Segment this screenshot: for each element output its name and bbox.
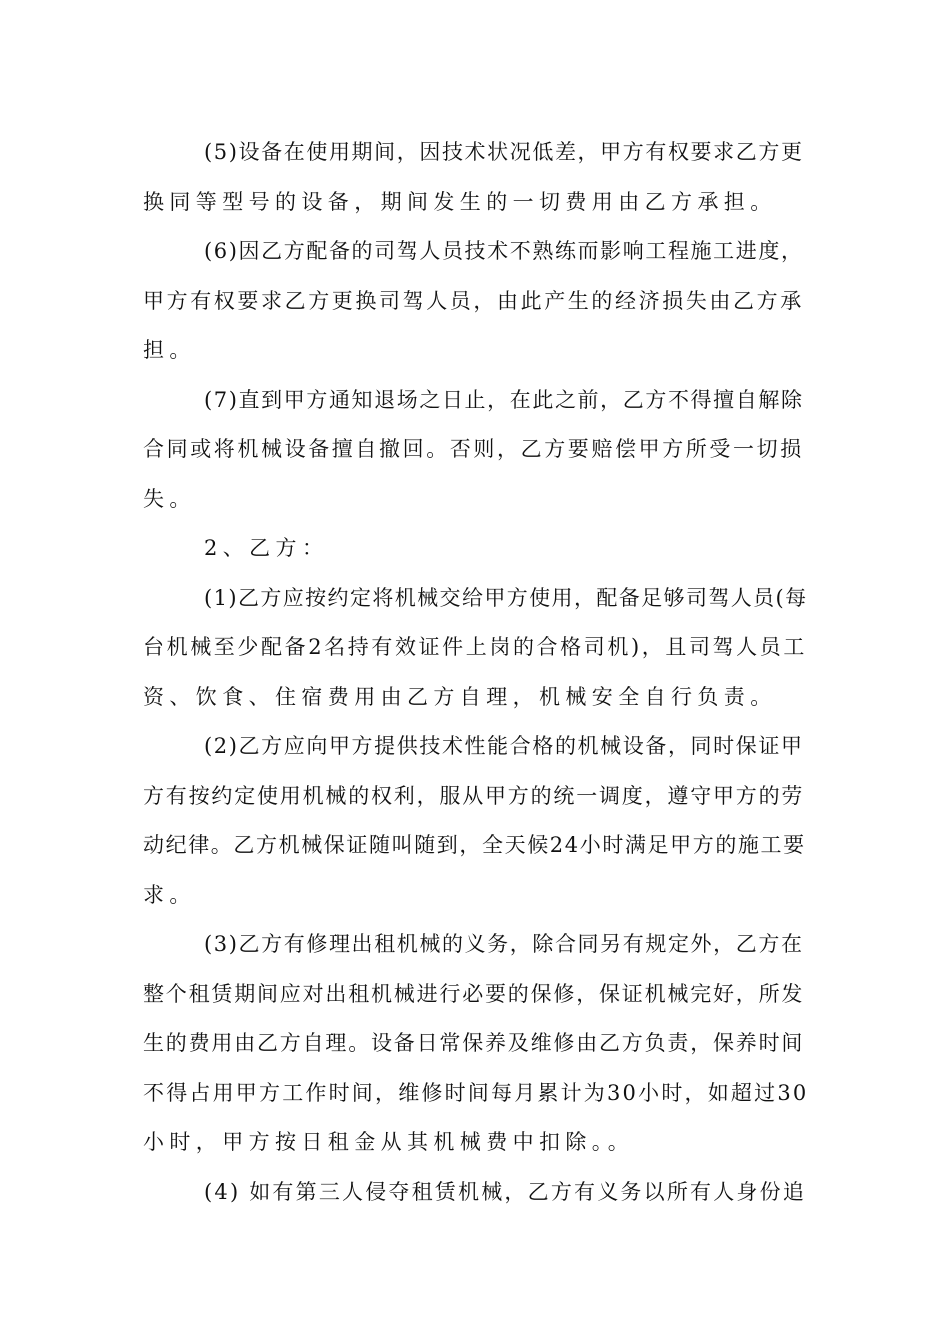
paragraph-7-line-1: (7)直到甲方通知退场之日止，在此之前，乙方不得擅自解除 (204, 387, 804, 412)
paragraph-b2-line-2: 方有按约定使用机械的权利，服从甲方的统一调度，遵守甲方的劳 (143, 783, 805, 808)
paragraph-b4-line-1: (4) 如有第三人侵夺租赁机械，乙方有义务以所有人身份追 (204, 1179, 807, 1204)
paragraph-5-line-2: 换同等型号的设备，期间发生的一切费用由乙方承担。 (143, 189, 777, 214)
paragraph-b3-line-1: (3)乙方有修理出租机械的义务，除合同另有规定外，乙方在 (204, 932, 804, 956)
paragraph-b2-line-3: 动纪律。乙方机械保证随叫随到，全天候24小时满足甲方的施工要 (143, 833, 806, 857)
paragraph-b2-line-1: (2)乙方应向甲方提供技术性能合格的机械设备，同时保证甲 (204, 734, 804, 758)
paragraph-6-line-3: 担。 (143, 338, 196, 362)
paragraph-6-line-1: (6)因乙方配备的司驾人员技术不熟练而影响工程施工进度， (204, 239, 804, 263)
paragraph-b1-line-3: 资、饮食、住宿费用由乙方自理，机械安全自行负责。 (143, 684, 777, 709)
paragraph-b3-line-3: 生的费用由乙方自理。设备日常保养及维修由乙方负责，保养时间 (143, 1031, 805, 1055)
paragraph-b1-line-1: (1)乙方应按约定将机械交给甲方使用，配备足够司驾人员(每 (204, 585, 808, 610)
paragraph-5-line-1: (5)设备在使用期间，因技术状况低差，甲方有权要求乙方更 (204, 140, 804, 164)
paragraph-b2-line-4: 求。 (143, 882, 196, 907)
document-body (143, 128, 808, 1217)
paragraph-b3-line-2: 整个租赁期间应对出租机械进行必要的保修，保证机械完好，所发 (143, 981, 805, 1006)
section-heading-party-b: 2、乙方： (204, 536, 329, 560)
paragraph-6-line-2: 甲方有权要求乙方更换司驾人员，由此产生的经济损失由乙方承 (143, 288, 804, 313)
paragraph-b3-line-4: 不得占用甲方工作时间，维修时间每月累计为30小时，如超过30 (143, 1080, 809, 1105)
paragraph-b1-line-2: 台机械至少配备2名持有效证件上岗的合格司机)，且司驾人员工 (143, 635, 807, 659)
paragraph-b3-line-5: 小时，甲方按日租金从其机械费中扣除。。 (143, 1130, 635, 1154)
paragraph-7-line-3: 失。 (143, 486, 196, 511)
paragraph-7-line-2: 合同或将机械设备擅自撤回。否则，乙方要赔偿甲方所受一切损 (143, 437, 804, 461)
